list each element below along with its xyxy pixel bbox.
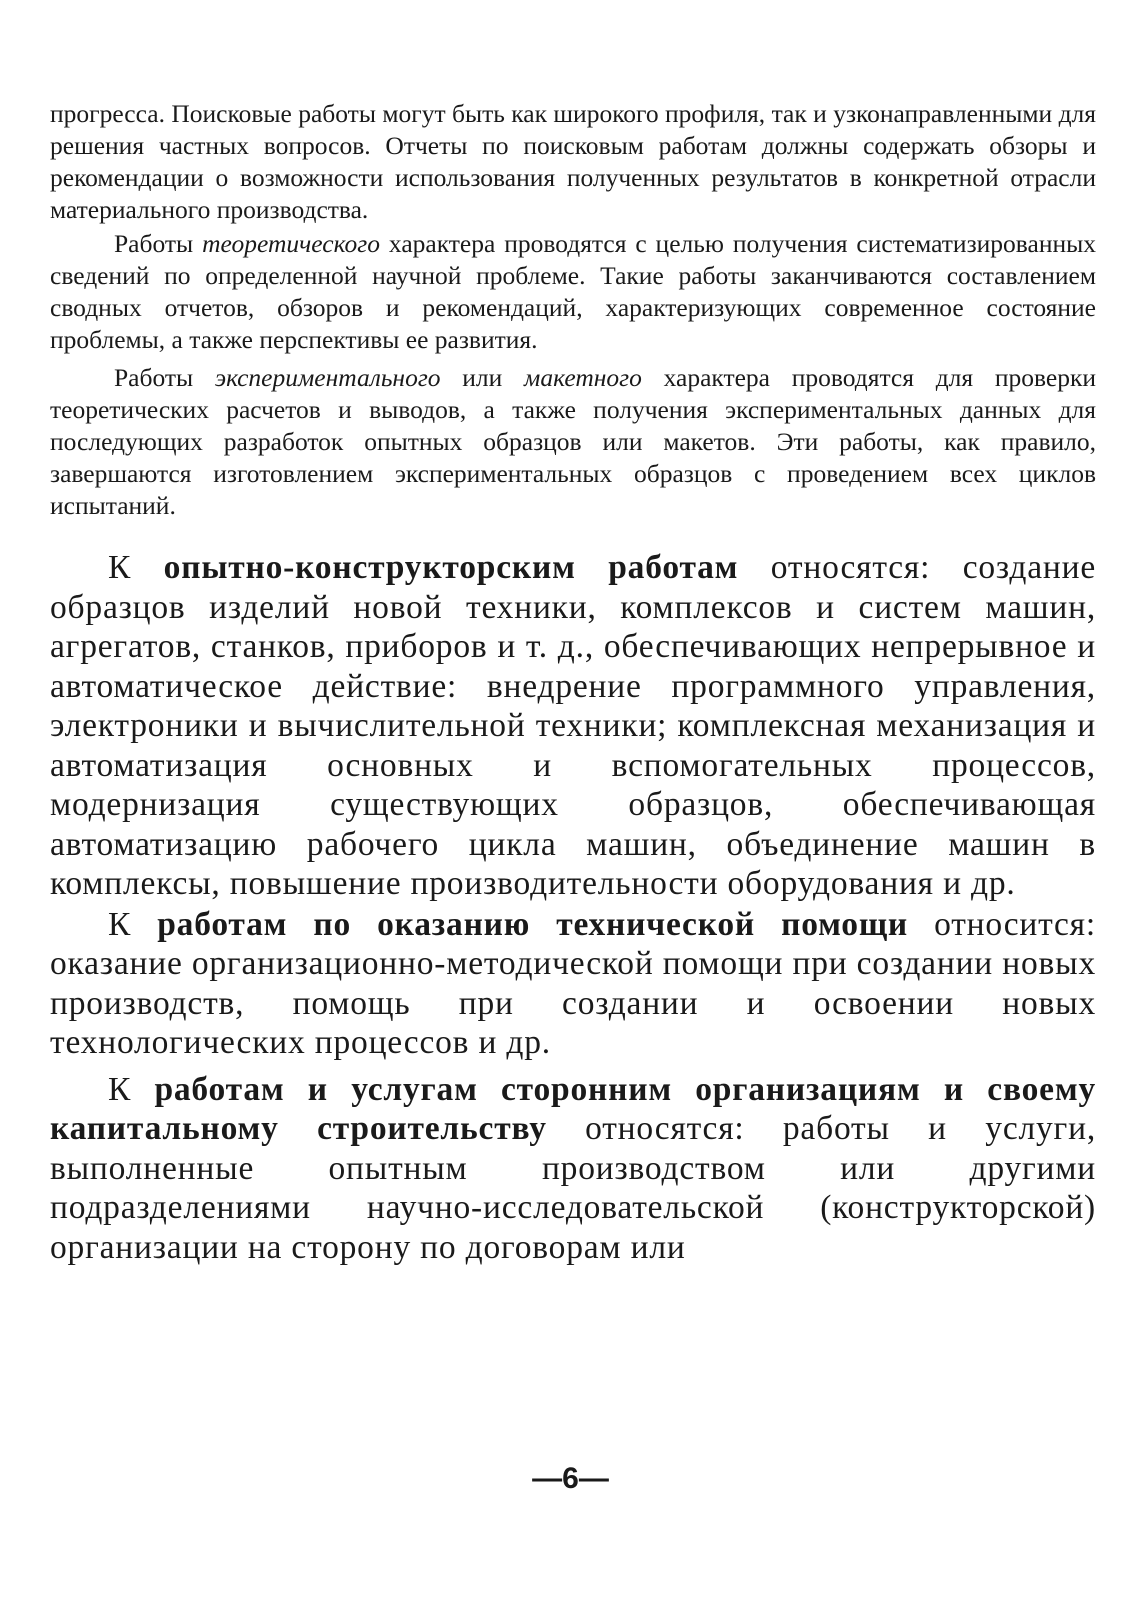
italic-term: теоретического: [202, 229, 380, 258]
italic-term: макетного: [524, 363, 642, 392]
text-run: характера проводятся с целью получения систематизированных сведений по определенной научной проблеме. Такие работы заканчиваются составлением сводных отчетов, обзоров и рекомендаций, характеризующих современное состояние проблемы, а также перспективы ее развития.: [50, 229, 1097, 354]
text-run: характера проводятся для проверки теоретических расчетов и выводов, а также получения экспериментальных данных для последующих разработок опытных образцов или макетов. Эти работы, как правило, завершаются изготовлением экспериментальных образцов с проведением всех циклов испытаний.: [50, 363, 1096, 520]
paragraph-technical-assistance: [50, 905, 1096, 1063]
text-run: Работы: [114, 363, 215, 392]
paragraph-theoretical-work: [50, 228, 1096, 356]
paragraph-search-work: [50, 98, 1096, 226]
page-body: [50, 98, 1096, 1267]
bold-term: работам по оказанию технической помощи: [157, 905, 909, 943]
paragraph-experimental-work: [50, 362, 1096, 522]
text-run: К: [108, 905, 158, 943]
paragraph-third-party-services: [50, 1070, 1096, 1268]
paragraph-design-work: [50, 548, 1096, 904]
text-run: или: [440, 363, 525, 392]
page-number: —6—: [532, 1462, 609, 1495]
text-run: Работы: [114, 229, 203, 258]
text-run: относятся: создание образцов изделий новой техники, комплексов и систем машин, агрегатов, станков, приборов и т. д., обеспечивающих непрерывное и автоматическое действие: внедрение программного управления, электроники и вычислительной техники; комплексная механизация и автоматизация основных и вспомогательных процессов, модернизация существующих образцов, обеспечивающая автоматизацию рабочего цикла машин, объединение машин в комплексы, повышение производительности оборудования и др.: [50, 549, 1096, 902]
italic-term: экспериментального: [214, 363, 441, 392]
bold-term: работам и услугам сторонним организациям и своему капитальному строительству: [50, 1070, 1096, 1147]
bold-term: опытно-конструкторским работам: [163, 549, 739, 586]
text-run: относятся: работы и услуги, выполненные опытным производством или другими подразделениями научно-исследовательской (конструкторской) организации на сторону по договорам или: [50, 1110, 1097, 1266]
text-run: К: [108, 549, 164, 586]
text-run: К: [108, 1070, 155, 1108]
text-run: относится: оказание организационно-методической помощи при создании новых производств, помощь при создании и освоении новых технологических процессов и др.: [50, 905, 1096, 1061]
text-run: прогресса. Поисковые работы могут быть как широкого профиля, так и узконаправленными для решения частных вопросов. Отчеты по поисковым работам должны содержать обзоры и рекомендации о возможности использования полученных результатов в конкретной отрасли материального производства.: [50, 99, 1096, 224]
